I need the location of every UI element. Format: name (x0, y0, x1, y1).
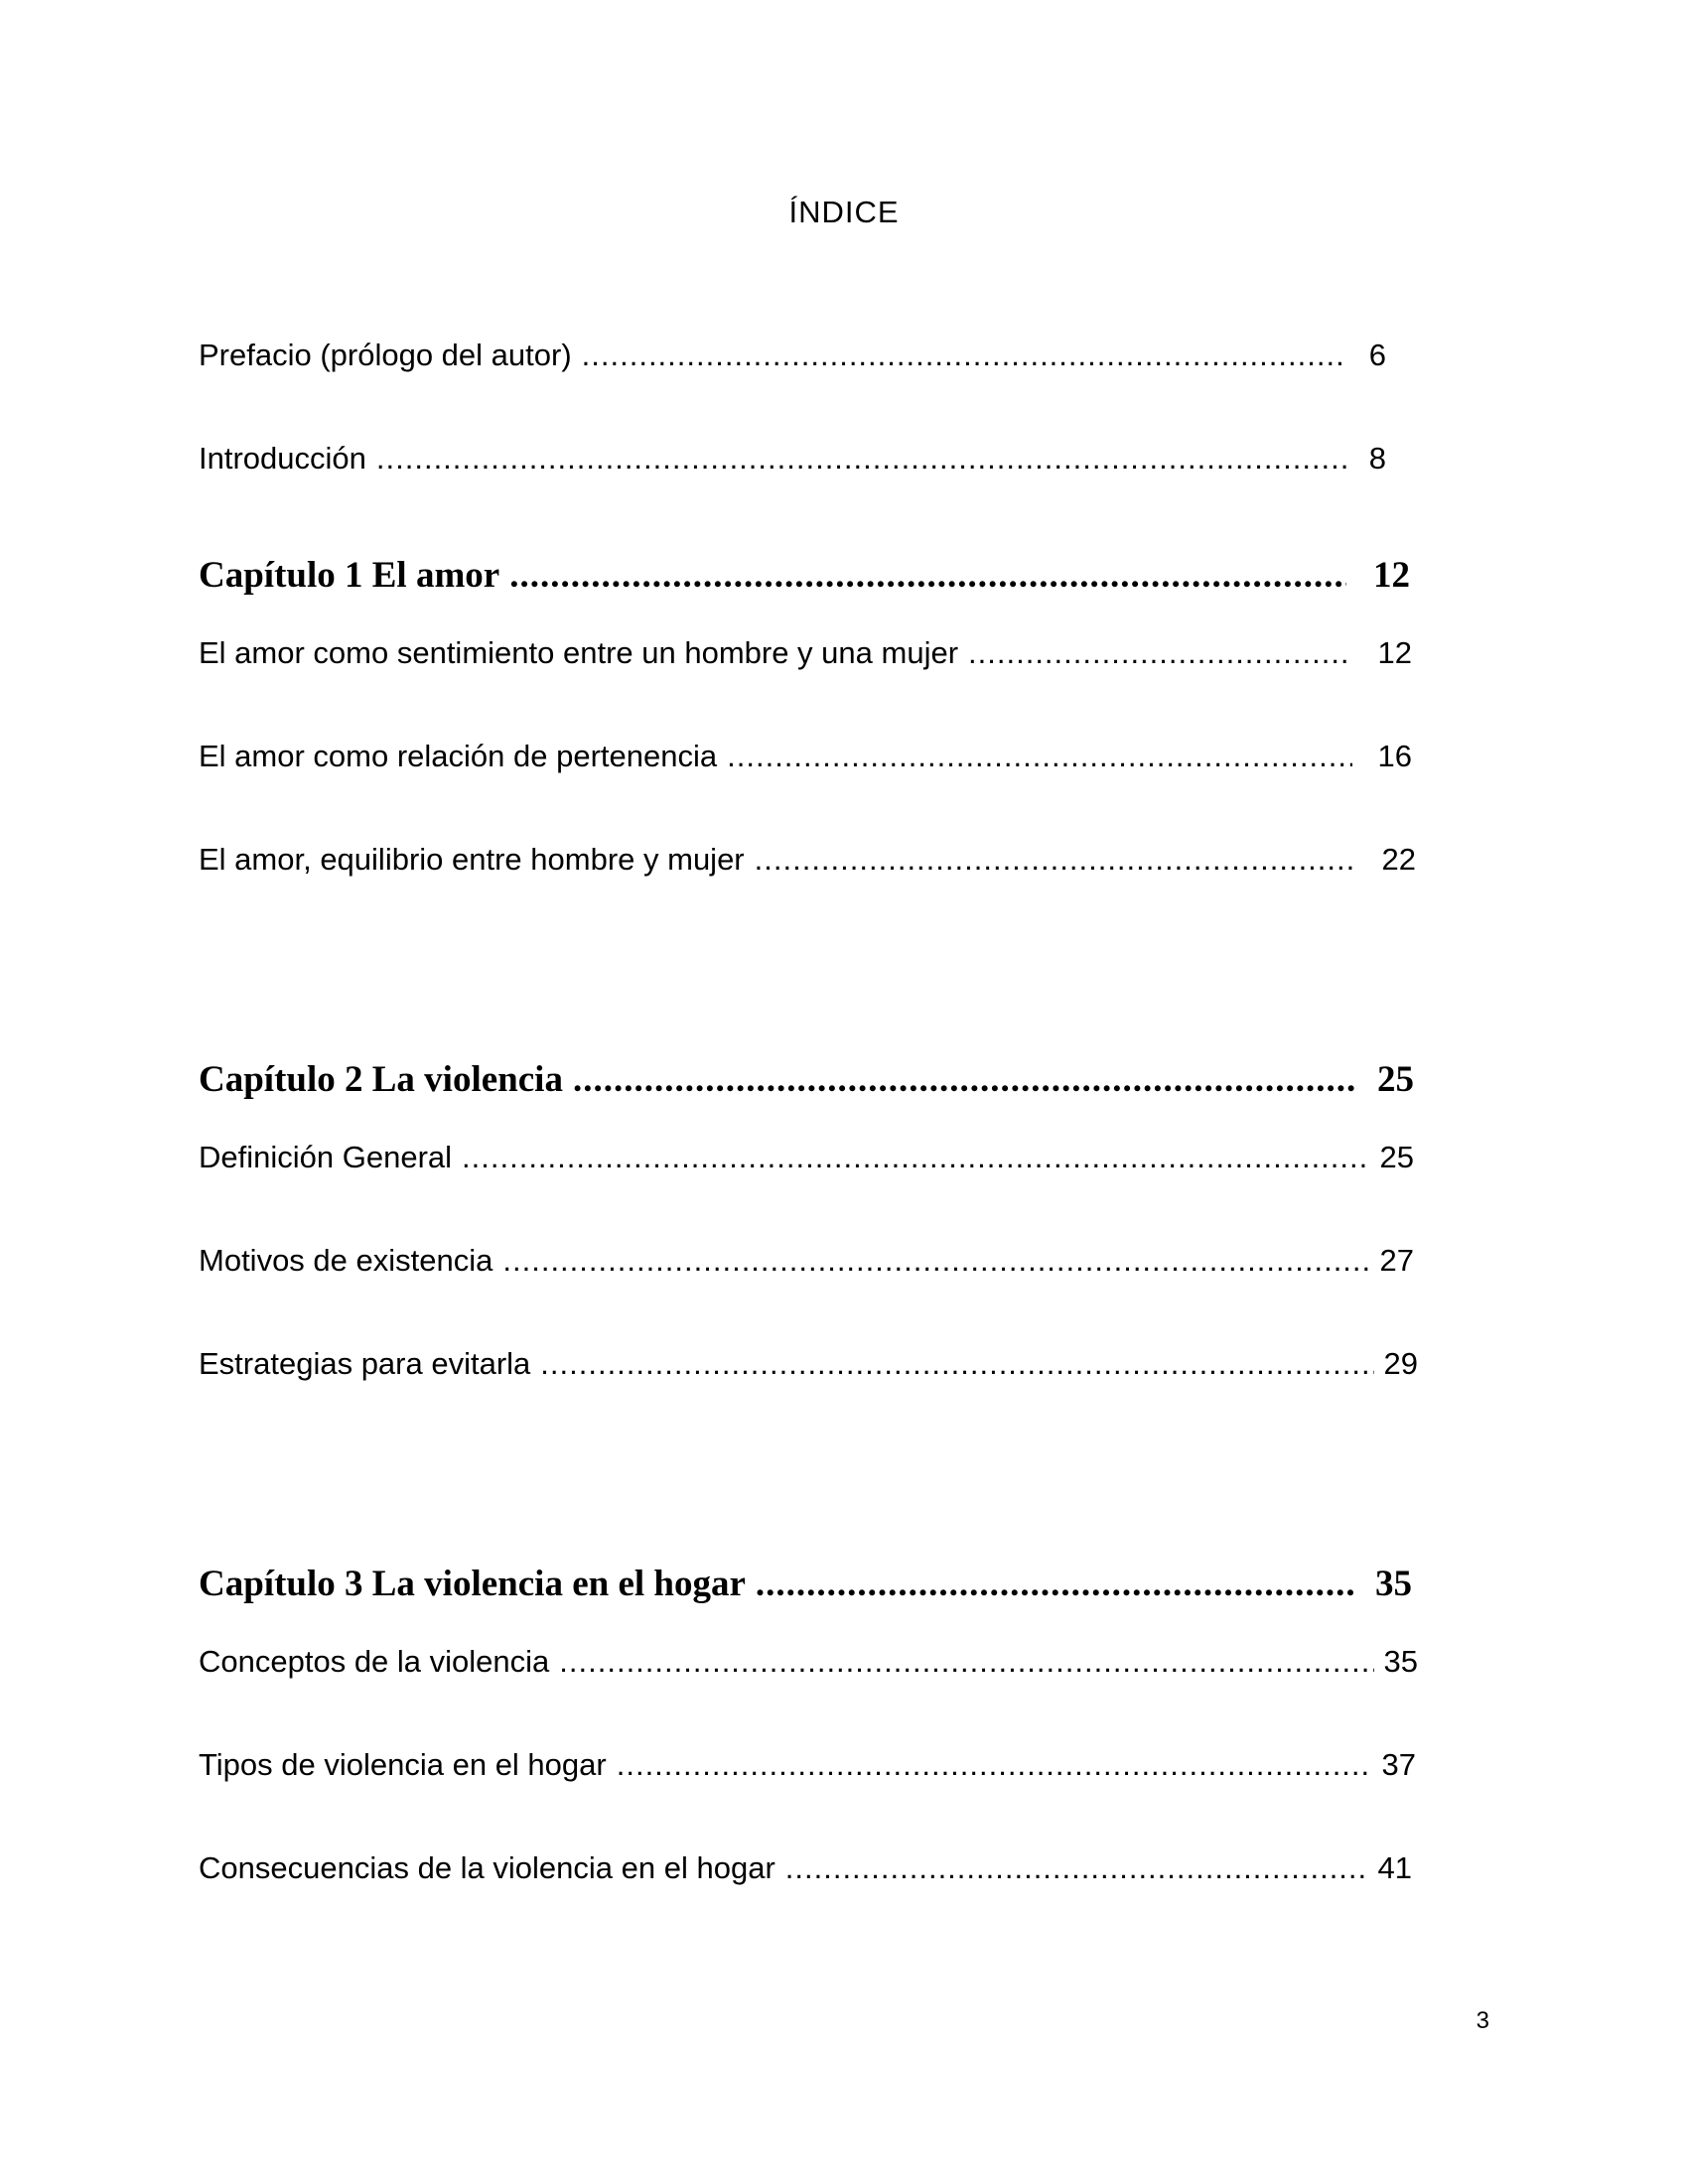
toc-entry-title: Motivos de existencia (199, 1243, 493, 1278)
toc-entry-page: 41 (1377, 1850, 1412, 1885)
toc-entry-page: 37 (1381, 1747, 1416, 1782)
page-number: 3 (1476, 2007, 1489, 2034)
toc-entry-conceptos (199, 1644, 1418, 1680)
toc-entry-motivos (199, 1243, 1414, 1279)
dot-leader (755, 842, 1356, 878)
toc-entry-title: Definición General (199, 1140, 453, 1174)
toc-chapter-2 (199, 1058, 1414, 1101)
toc-chapter-page: 35 (1375, 1564, 1412, 1604)
toc-entry-title: Estrategias para evitarla (199, 1346, 531, 1381)
dot-leader (462, 1140, 1370, 1175)
toc-entry-title: Consecuencias de la violencia en el hogar (199, 1850, 775, 1885)
toc-entry-introduccion (199, 441, 1386, 477)
toc-entry-page: 27 (1379, 1243, 1414, 1278)
dot-leader (756, 1563, 1356, 1605)
toc-chapter-title: Capítulo 3 La violencia en el hogar (199, 1564, 746, 1604)
toc-entry-tipos (199, 1747, 1416, 1783)
toc-entry-page: 12 (1377, 635, 1412, 670)
toc-entry-title: Prefacio (prólogo del autor) (199, 338, 572, 372)
dot-leader (502, 1243, 1370, 1279)
dot-leader (509, 554, 1346, 597)
toc-entry-title: El amor como sentimiento entre un hombre y una mujer (199, 635, 959, 670)
dot-leader (617, 1747, 1372, 1783)
dot-leader (785, 1850, 1368, 1886)
toc-entry-page: 16 (1377, 739, 1412, 773)
toc-entry-amor-pertenencia (199, 739, 1412, 774)
dot-leader (582, 338, 1346, 373)
toc-entry-prefacio (199, 338, 1386, 373)
toc-entry-consecuencias (199, 1850, 1412, 1886)
toc-entry-title: Tipos de violencia en el hogar (199, 1747, 607, 1782)
toc-entry-page: 35 (1383, 1644, 1418, 1679)
toc-entry-page: 6 (1368, 338, 1386, 372)
toc-chapter-3 (199, 1563, 1412, 1605)
toc-chapter-1 (199, 554, 1410, 597)
toc-chapter-title: Capítulo 2 La violencia (199, 1059, 563, 1100)
toc-entry-title: El amor como relación de pertenencia (199, 739, 718, 773)
toc-entry-estrategias (199, 1346, 1418, 1382)
toc-entry-definicion (199, 1140, 1414, 1175)
toc-entry-page: 25 (1379, 1140, 1414, 1174)
toc-chapter-page: 12 (1373, 555, 1410, 596)
dot-leader (727, 739, 1352, 774)
toc-entry-amor-sentimiento (199, 635, 1412, 671)
toc-entry-amor-equilibrio (199, 842, 1416, 878)
dot-leader (376, 441, 1346, 477)
dot-leader (559, 1644, 1374, 1680)
toc-entry-title: El amor, equilibrio entre hombre y mujer (199, 842, 745, 877)
toc-heading: ÍNDICE (788, 195, 900, 229)
toc-entry-title: Conceptos de la violencia (199, 1644, 550, 1679)
dot-leader (573, 1058, 1358, 1101)
toc-entry-page: 8 (1368, 441, 1386, 476)
toc-entry-page: 29 (1383, 1346, 1418, 1381)
dot-leader (968, 635, 1352, 671)
toc-chapter-page: 25 (1377, 1059, 1414, 1100)
toc-chapter-title: Capítulo 1 El amor (199, 555, 500, 596)
toc-entry-page: 22 (1381, 842, 1416, 877)
dot-leader (540, 1346, 1374, 1382)
toc-entry-title: Introducción (199, 441, 366, 476)
